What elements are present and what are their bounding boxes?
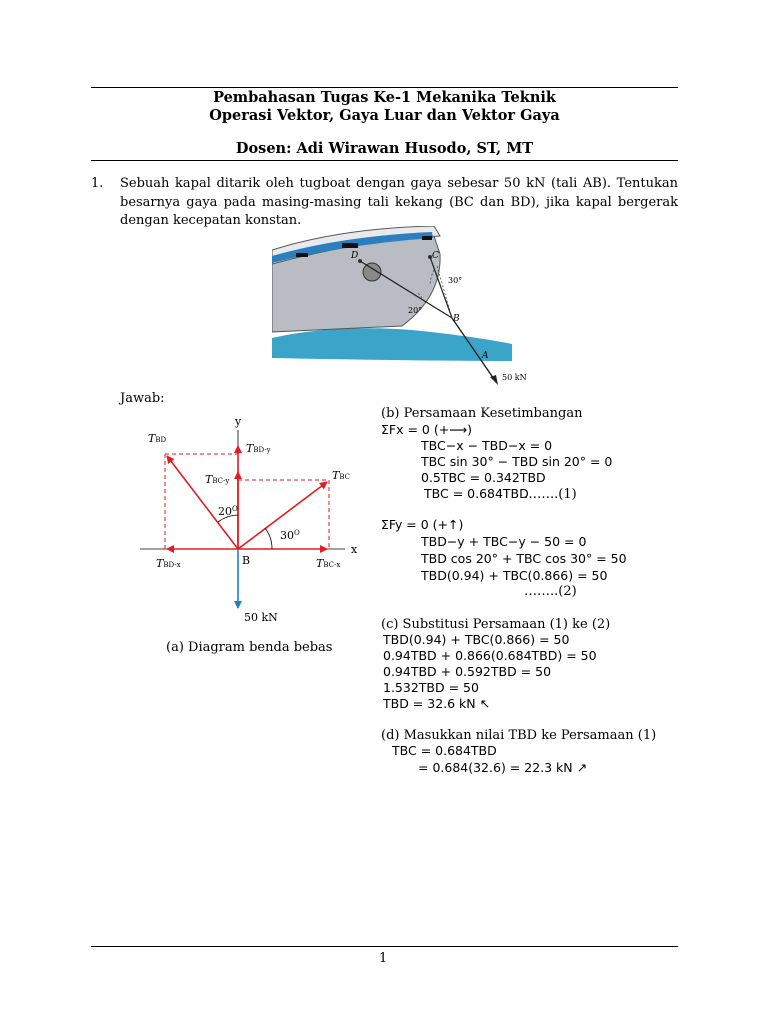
angle-30: 30° [448, 276, 463, 285]
point-B: B [242, 554, 251, 567]
eq-fx-3: 0.5TBC = 0.342TBD [421, 470, 546, 485]
fbd-caption: (a) Diagram benda bebas [166, 640, 333, 655]
force-50kN-label: 50 kN [244, 611, 278, 624]
ship-figure [272, 226, 542, 386]
eq-c-3: 0.94TBD + 0.592TBD = 50 [383, 664, 552, 679]
eq-fy-head: ΣFy = 0 (+↑) [381, 517, 464, 532]
y-axis-label: y [235, 415, 242, 428]
x-axis-label: x [351, 543, 358, 556]
section-c-heading: (c) Substitusi Persamaan (1) ke (2) [381, 617, 611, 632]
eq-fy-3: TBD(0.94) + TBC(0.866) = 50 [421, 568, 608, 583]
T-BD-y-sub: BD-y [253, 446, 271, 454]
title-line-2: Operasi Vektor, Gaya Luar dan Vektor Gaya [209, 107, 560, 124]
section-b-heading: (b) Persamaan Kesetimbangan [381, 406, 583, 421]
eq-c-4: 1.532TBD = 50 [383, 680, 479, 695]
title-line-1: Pembahasan Tugas Ke-1 Mekanika Teknik [213, 89, 556, 106]
eq-d-2: = 0.684(32.6) = 22.3 kN ↗ [418, 760, 588, 775]
answer-label: Jawab: [120, 391, 165, 406]
svg-text:TBC-x [316, 557, 340, 570]
eq-fx-head: ΣFx = 0 (+⟶) [381, 422, 472, 437]
footer-rule [91, 946, 678, 947]
eq-c-2: 0.94TBD + 0.866(0.684TBD) = 50 [383, 648, 597, 663]
T-BC-label: T [332, 469, 340, 482]
top-rule [91, 87, 678, 88]
T-BC-x-sub: BC-x [323, 561, 341, 569]
label-B: B [453, 314, 460, 324]
svg-text:TBD [148, 432, 166, 445]
eq-fy-1: TBD−y + TBC−y − 50 = 0 [421, 534, 587, 549]
eq-fx-1: TBC−x − TBD−x = 0 [421, 438, 553, 453]
label-A: A [482, 351, 489, 361]
svg-text:20O: $20^O$ [218, 505, 238, 518]
angle-20: 20° [408, 306, 423, 315]
eq-fx-4: TBC = 0.684TBD [424, 486, 529, 501]
free-body-diagram [140, 410, 370, 635]
header-rule [91, 160, 678, 161]
svg-text:TBC [332, 469, 350, 482]
T-BD-label: T [148, 432, 156, 445]
T-BD-sub: BD [155, 436, 167, 444]
T-BC-sub: BC [339, 473, 350, 481]
eq-fy-2: TBD cos 20° + TBC cos 30° = 50 [421, 551, 627, 566]
svg-text:30O: $30^O$ [280, 529, 300, 542]
eq-c-1: TBD(0.94) + TBC(0.866) = 50 [383, 632, 570, 647]
eq-fy-3-tag: ……..(2) [524, 584, 577, 599]
svg-text:TBC-y [205, 473, 229, 486]
lecturer: Dosen: Adi Wirawan Husodo, ST, MT [235, 140, 534, 157]
section-d-heading: (d) Masukkan nilai TBD ke Persamaan (1) [381, 728, 657, 743]
svg-text:TBD-y [246, 442, 271, 455]
T-BD-x-label: T [156, 557, 164, 570]
T-BD-y-label: T [246, 442, 254, 455]
eq-fx-4-tag: ……..(1) [524, 487, 577, 502]
T-BC-x-label: T [316, 557, 324, 570]
question-text: Sebuah kapal ditarik oleh tugboat dengan gaya sebesar 50 kN (tali AB). Tentukan besarnya gaya pada masing-masing tali kekang (BC dan BD), jika kapal bergerak dengan kecepatan konstan. [120, 176, 678, 228]
svg-text:TBD-x [156, 557, 181, 570]
force-label: 50 kN [502, 373, 527, 382]
T-BD-x-sub: BD-x [163, 561, 181, 569]
eq-c-5: TBD = 32.6 kN ↖ [383, 696, 491, 711]
eq-d-1: TBC = 0.684TBD [392, 743, 497, 758]
page-number: 1 [379, 951, 388, 966]
angle-20-label: 20 [218, 505, 232, 518]
eq-fx-2: TBC sin 30° − TBD sin 20° = 0 [421, 454, 613, 469]
T-BC-y-sub: BC-y [212, 477, 230, 485]
vector-T-BD [167, 456, 238, 549]
label-D: D [351, 251, 359, 261]
angle-30-label: 30 [280, 529, 294, 542]
question-number: 1. [91, 176, 104, 191]
label-C: C [432, 251, 439, 261]
T-BC-y-label: T [205, 473, 213, 486]
